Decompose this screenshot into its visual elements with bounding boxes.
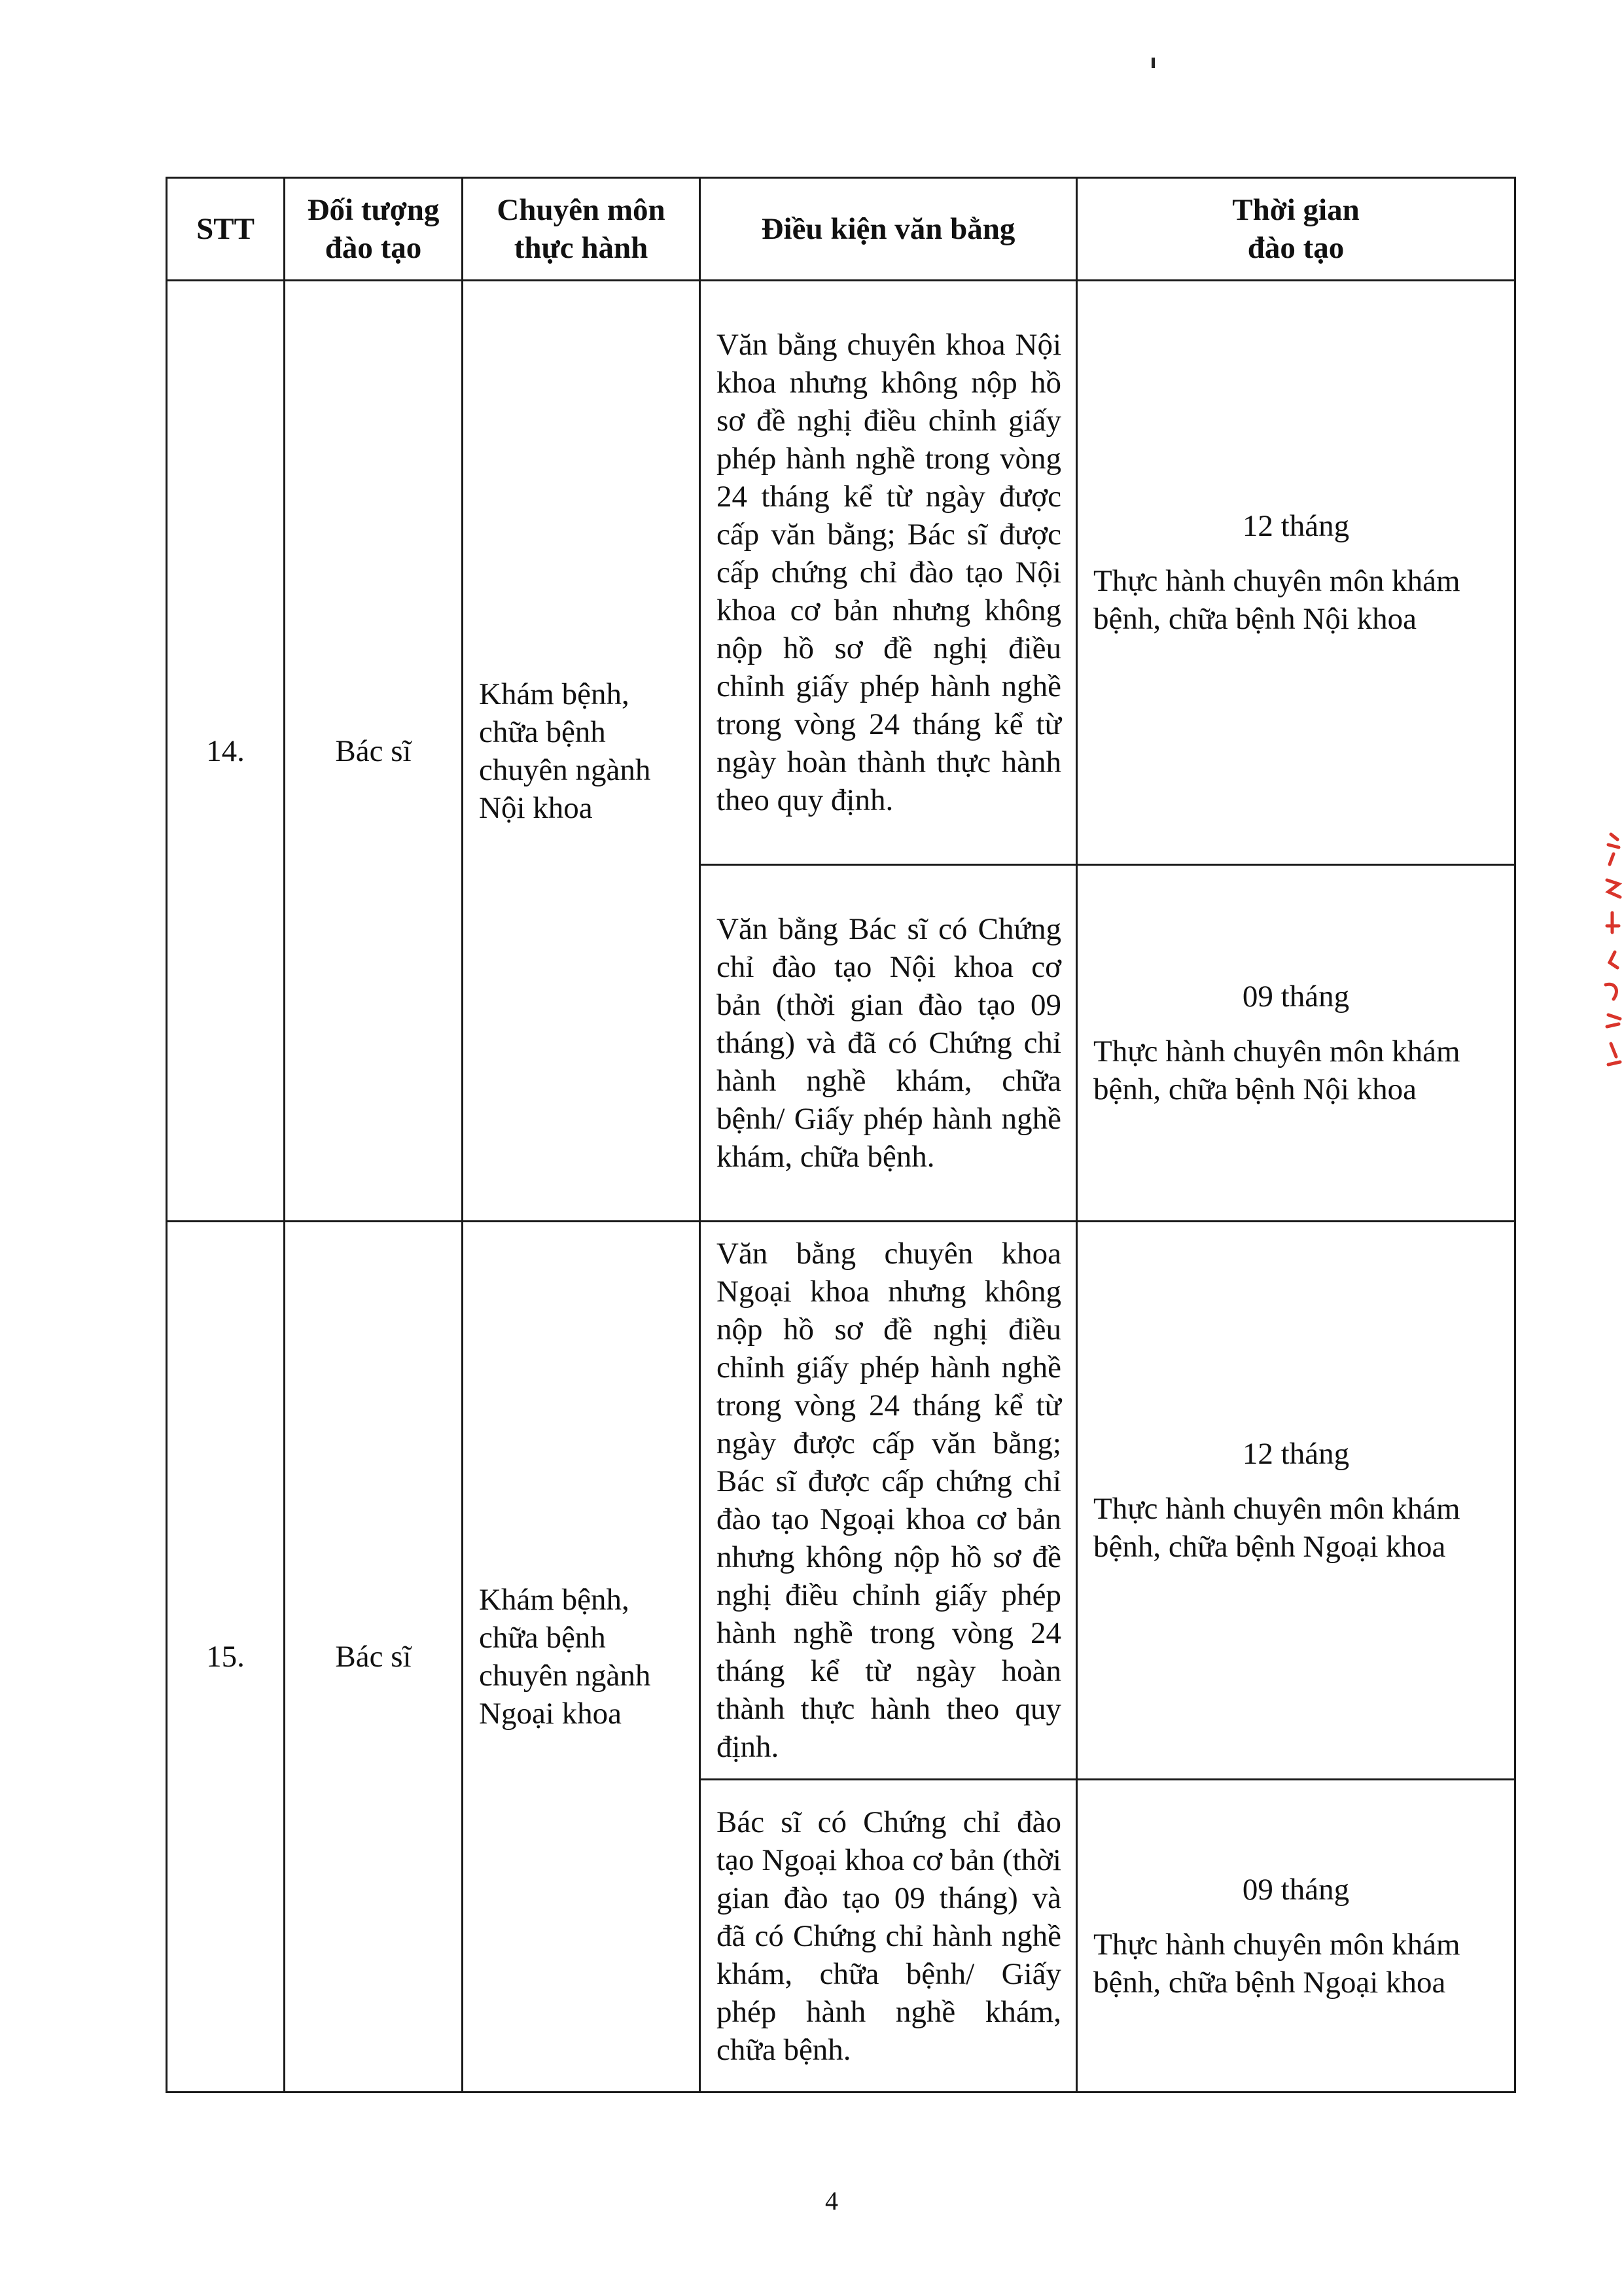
condition-cell: Văn bằng chuyên khoa Ngoại khoa nhưng không nộp hồ sơ đề nghị điều chỉnh giấy phép hành nghề trong vòng 24 tháng kể từ ngày được cấp văn bằng; Bác sĩ được cấp chứng chỉ đào tạo Ngoại khoa cơ bản nhưng không nộp hồ sơ đề nghị điều chỉnh giấy phép hành nghề trong vòng 24 tháng kể từ ngày hoàn thành thực hành theo quy định. — [700, 1222, 1077, 1780]
duration-description: Thực hành chuyên môn khám bệnh, chữa bệnh Ngoại khoa — [1093, 1927, 1460, 2000]
row-specialty: Khám bệnh, chữa bệnh chuyên ngành Ngoại khoa — [463, 1222, 700, 2093]
table-header-row — [167, 178, 1515, 281]
header-specialty-text: Chuyên môn thực hành — [497, 193, 665, 265]
scan-mark — [1152, 58, 1155, 68]
duration-description: Thực hành chuyên môn khám bệnh, chữa bệnh Ngoại khoa — [1093, 1492, 1460, 1564]
duration-cell — [1077, 1222, 1515, 1780]
header-target — [285, 178, 463, 281]
training-requirements-table — [166, 177, 1516, 2093]
seal-marks — [1602, 828, 1624, 1076]
condition-cell: Bác sĩ có Chứng chỉ đào tạo Ngoại khoa cơ bản (thời gian đào tạo 09 tháng) và đã có Chứng chỉ hành nghề khám, chữa bệnh/ Giấy phép hành nghề khám, chữa bệnh. — [700, 1780, 1077, 2093]
row-target: Bác sĩ — [285, 281, 463, 1222]
condition-cell: Văn bằng Bác sĩ có Chứng chỉ đào tạo Nội khoa cơ bản (thời gian đào tạo 09 tháng) và đã có Chứng chỉ hành nghề khám, chữa bệnh/ Giấy phép hành nghề khám, chữa bệnh. — [700, 865, 1077, 1222]
header-duration-text: Thời gian đào tạo — [1232, 193, 1360, 265]
duration-months: 12 tháng — [1242, 1437, 1350, 1471]
header-duration — [1077, 178, 1515, 281]
table-row — [167, 281, 1515, 865]
header-condition: Điều kiện văn bằng — [700, 178, 1077, 281]
duration-cell — [1077, 281, 1515, 865]
condition-cell: Văn bằng chuyên khoa Nội khoa nhưng không nộp hồ sơ đề nghị điều chỉnh giấy phép hành nghề trong vòng 24 tháng kể từ ngày được cấp văn bằng; Bác sĩ được cấp chứng chỉ đào tạo Nội khoa cơ bản nhưng không nộp hồ sơ đề nghị điều chỉnh giấy phép hành nghề trong vòng 24 tháng kể từ ngày hoàn thành thực hành theo quy định. — [700, 281, 1077, 865]
header-stt: STT — [167, 178, 285, 281]
duration-months: 09 tháng — [1242, 1872, 1350, 1907]
row-target: Bác sĩ — [285, 1222, 463, 2093]
header-specialty — [463, 178, 700, 281]
page-number: 4 — [825, 2186, 838, 2216]
row-stt: 15. — [167, 1222, 285, 2093]
row-specialty: Khám bệnh, chữa bệnh chuyên ngành Nội khoa — [463, 281, 700, 1222]
row-stt: 14. — [167, 281, 285, 1222]
duration-months: 09 tháng — [1242, 980, 1350, 1014]
duration-description: Thực hành chuyên môn khám bệnh, chữa bệnh Nội khoa — [1093, 564, 1460, 636]
red-seal-fragment — [1602, 828, 1624, 1076]
duration-cell — [1077, 1780, 1515, 2093]
header-target-text: Đối tượng đào tạo — [307, 193, 440, 265]
duration-description: Thực hành chuyên môn khám bệnh, chữa bệnh Nội khoa — [1093, 1034, 1460, 1106]
duration-cell — [1077, 865, 1515, 1222]
duration-months: 12 tháng — [1242, 509, 1350, 543]
table-row — [167, 1222, 1515, 1780]
